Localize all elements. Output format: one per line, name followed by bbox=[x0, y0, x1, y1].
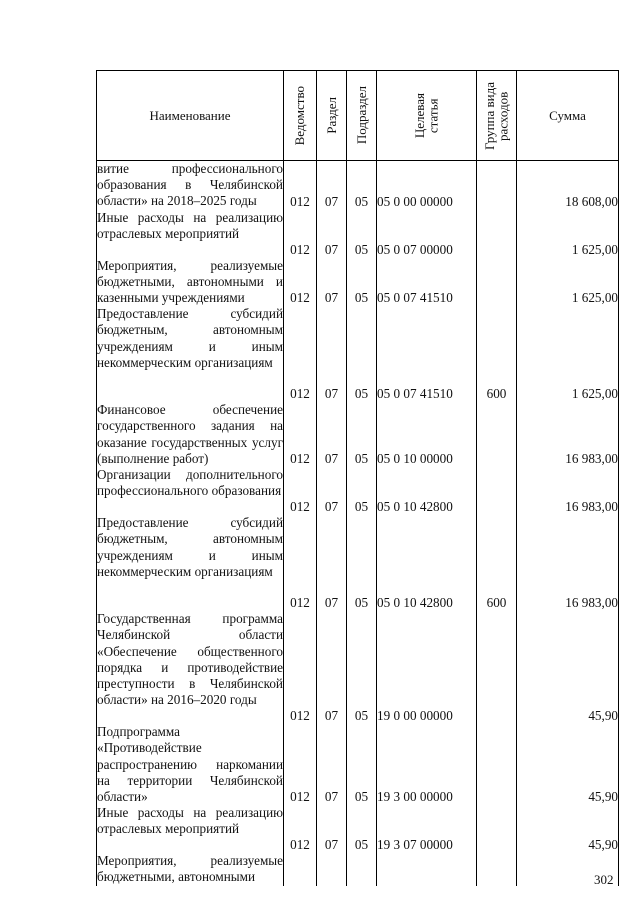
row-name: Иные расходы на реализацию отраслевых мероприятий bbox=[97, 210, 284, 258]
header-section: Раздел bbox=[317, 71, 347, 161]
table-header-row bbox=[97, 71, 619, 161]
row-section: 07 bbox=[317, 515, 347, 611]
row-section: 07 bbox=[317, 161, 347, 210]
table-row bbox=[97, 161, 619, 210]
row-subsection: 05 bbox=[347, 724, 377, 805]
row-subsection: 05 bbox=[347, 306, 377, 402]
header-name: Наименование bbox=[97, 71, 284, 161]
row-section: 07 bbox=[317, 467, 347, 515]
row-sum: 16 983,00 bbox=[517, 515, 619, 611]
row-name: Мероприятия, реализуемые бюджетными, автономными bbox=[97, 853, 283, 885]
row-subsection: 05 bbox=[347, 611, 377, 724]
row-subsection: 05 bbox=[347, 161, 377, 210]
row-name: Подпрограмма «Противодействие распространению наркомании на территории Челябинской области» bbox=[97, 724, 283, 805]
header-target: Целевая статья bbox=[377, 71, 477, 161]
row-group bbox=[477, 724, 517, 805]
row-dept: 012 bbox=[284, 161, 317, 210]
row-dept: 012 bbox=[284, 724, 317, 805]
table-row bbox=[97, 853, 619, 885]
table-row bbox=[97, 611, 619, 724]
page-number: 302 bbox=[594, 872, 614, 887]
row-subsection: 05 bbox=[347, 258, 377, 307]
row-dept: 012 bbox=[284, 402, 317, 467]
row-dept: 012 bbox=[284, 467, 317, 515]
table-row bbox=[97, 467, 619, 515]
row-subsection: 05 bbox=[347, 515, 377, 611]
row-dept: 012 bbox=[284, 210, 317, 258]
row-subsection: 05 bbox=[347, 805, 377, 853]
row-dept: 012 bbox=[284, 306, 317, 402]
row-sum: 1 625,00 bbox=[517, 210, 619, 258]
budget-table bbox=[96, 70, 619, 886]
row-dept: 012 bbox=[284, 805, 317, 853]
row-group bbox=[477, 853, 517, 885]
row-section bbox=[317, 853, 347, 885]
row-target: 05 0 07 41510 bbox=[377, 306, 477, 402]
row-section: 07 bbox=[317, 306, 347, 402]
table-row bbox=[97, 402, 619, 467]
row-subsection bbox=[347, 853, 377, 885]
row-name: Иные расходы на реализацию отраслевых мероприятий bbox=[97, 805, 284, 853]
table-row bbox=[97, 724, 619, 805]
row-section: 07 bbox=[317, 805, 347, 853]
row-target: 05 0 10 00000 bbox=[377, 402, 477, 467]
row-subsection: 05 bbox=[347, 210, 377, 258]
row-target: 19 3 00 00000 bbox=[377, 724, 477, 805]
row-target bbox=[377, 853, 477, 885]
row-section: 07 bbox=[317, 402, 347, 467]
row-sum: 45,90 bbox=[517, 805, 619, 853]
row-group bbox=[477, 402, 517, 467]
row-target: 19 0 00 00000 bbox=[377, 611, 477, 724]
header-sum: Сумма bbox=[517, 71, 619, 161]
row-section: 07 bbox=[317, 611, 347, 724]
row-name: витие профессионального образования в Челябинской области» на 2018–2025 годы bbox=[97, 161, 283, 209]
row-section: 07 bbox=[317, 210, 347, 258]
row-group bbox=[477, 611, 517, 724]
row-name: Предоставление субсидий бюджетным, автономным учреждениям и иным некоммерческим организациям bbox=[97, 306, 284, 402]
row-sum: 45,90 bbox=[517, 724, 619, 805]
row-sum: 18 608,00 bbox=[517, 161, 619, 210]
row-group bbox=[477, 805, 517, 853]
table-row bbox=[97, 805, 619, 853]
row-target: 05 0 10 42800 bbox=[377, 467, 477, 515]
row-dept: 012 bbox=[284, 515, 317, 611]
row-sum: 45,90 bbox=[517, 611, 619, 724]
row-group: 600 bbox=[477, 515, 517, 611]
row-target: 19 3 07 00000 bbox=[377, 805, 477, 853]
row-group bbox=[477, 161, 517, 210]
row-group bbox=[477, 467, 517, 515]
row-section: 07 bbox=[317, 724, 347, 805]
row-name: Финансовое обеспечение государственного задания на оказание государственных услуг (выполнение работ) bbox=[97, 402, 283, 466]
row-name: Предоставление субсидий бюджетным, автономным учреждениям и иным некоммерческим организациям bbox=[97, 515, 284, 611]
row-sum: 16 983,00 bbox=[517, 467, 619, 515]
header-dept: Ведомство bbox=[284, 71, 317, 161]
header-subsection: Подраздел bbox=[347, 71, 377, 161]
row-dept bbox=[284, 853, 317, 885]
row-target: 05 0 07 41510 bbox=[377, 258, 477, 307]
row-group bbox=[477, 258, 517, 307]
row-group: 600 bbox=[477, 306, 517, 402]
row-dept: 012 bbox=[284, 611, 317, 724]
row-target: 05 0 10 42800 bbox=[377, 515, 477, 611]
row-name: Мероприятия, реализуемые бюджетными, автономными и казенными учреждениями bbox=[97, 257, 283, 306]
table-row bbox=[97, 306, 619, 402]
row-group bbox=[477, 210, 517, 258]
row-section: 07 bbox=[317, 258, 347, 307]
row-name: Организации дополнительного профессионального образования bbox=[97, 467, 284, 515]
table-row bbox=[97, 515, 619, 611]
header-group: Группа вида расходов bbox=[477, 71, 517, 161]
row-subsection: 05 bbox=[347, 402, 377, 467]
table-row bbox=[97, 258, 619, 307]
row-target: 05 0 00 00000 bbox=[377, 161, 477, 210]
table-row bbox=[97, 210, 619, 258]
row-sum: 1 625,00 bbox=[517, 258, 619, 307]
row-subsection: 05 bbox=[347, 467, 377, 515]
row-target: 05 0 07 00000 bbox=[377, 210, 477, 258]
row-dept: 012 bbox=[284, 258, 317, 307]
row-sum: 1 625,00 bbox=[517, 306, 619, 402]
row-sum: 16 983,00 bbox=[517, 402, 619, 467]
row-name: Государственная программа Челябинской области «Обеспечение общественного порядка и противодействие преступности в Челябинской области» на 2016–2020 годы bbox=[97, 611, 284, 724]
